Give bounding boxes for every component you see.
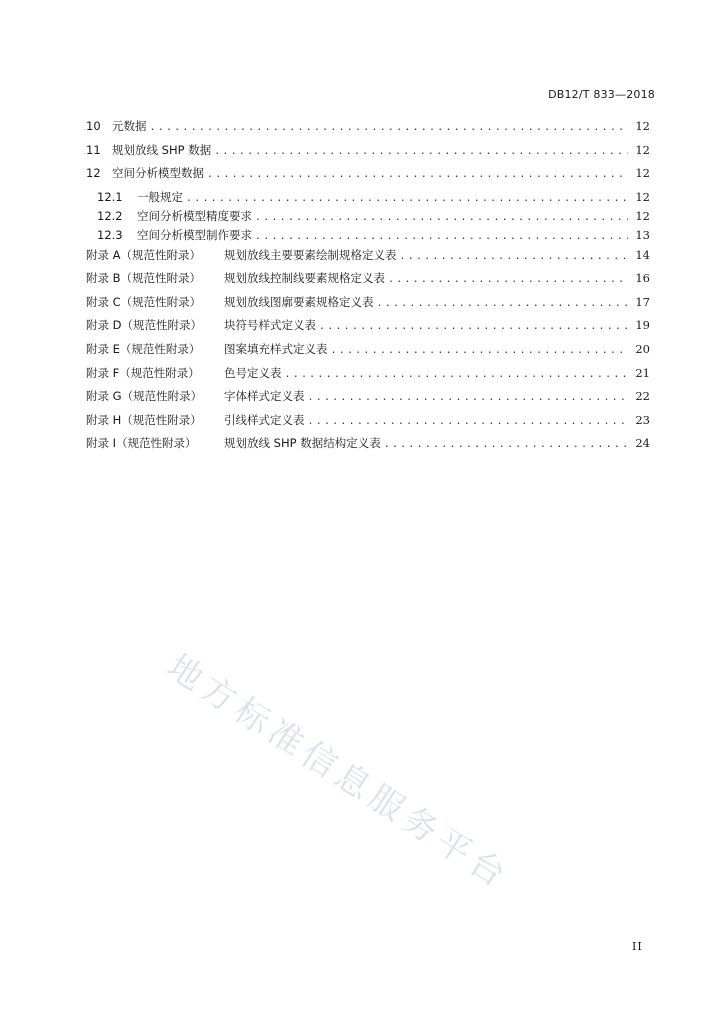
- toc-appendix-entry[interactable]: [86, 245, 650, 269]
- toc-appendix-entry[interactable]: [86, 292, 650, 316]
- toc-dot-leader: [400, 247, 629, 267]
- toc-entry-page: 16: [635, 271, 650, 286]
- toc-entry-title[interactable]: 元数据: [112, 119, 147, 133]
- toc-dot-leader: [377, 294, 629, 314]
- toc-appendix-label: 附录 A（规范性附录）: [86, 247, 202, 262]
- toc-appendix-entry[interactable]: [86, 433, 650, 457]
- toc-entry-page: 12: [635, 142, 650, 157]
- toc-entry-title[interactable]: 色号定义表: [224, 365, 282, 380]
- toc-entry-page: 23: [635, 412, 650, 427]
- toc-appendix-entry[interactable]: [86, 410, 650, 434]
- toc-entry-page: 24: [635, 436, 650, 451]
- toc-entry-title[interactable]: 空间分析模型制作要求: [137, 228, 252, 243]
- toc-entry-title[interactable]: 字体样式定义表: [224, 389, 305, 404]
- toc-entry-title[interactable]: 规划放线控制线要素规格定义表: [224, 271, 385, 286]
- toc-dot-leader: [308, 412, 629, 432]
- toc-appendix-label: 附录 G（规范性附录）: [86, 389, 203, 404]
- toc-entry-number: 12.2: [97, 209, 123, 224]
- toc-dot-leader: [186, 189, 628, 209]
- toc-entry-title[interactable]: 块符号样式定义表: [224, 318, 316, 333]
- toc-appendix-entry[interactable]: [86, 386, 650, 410]
- toc-entry-title[interactable]: 空间分析模型数据: [112, 166, 204, 181]
- toc-entry-page: 12: [635, 166, 650, 181]
- toc-entry-page: 19: [635, 318, 650, 333]
- toc-appendix-label: 附录 D（规范性附录）: [86, 318, 203, 333]
- toc-dot-leader: [388, 270, 628, 290]
- toc-appendix-entry[interactable]: [86, 339, 650, 363]
- header-rule: [85, 106, 655, 107]
- toc-entry-number: 12.3: [97, 228, 123, 243]
- toc-entry[interactable]: [86, 163, 650, 187]
- toc-entry-number: 11: [86, 142, 101, 157]
- watermark: 地方标准信息服务平台: [159, 646, 518, 899]
- toc-entry-page: 17: [635, 294, 650, 309]
- toc-entry-title[interactable]: 引线样式定义表: [224, 412, 305, 427]
- toc-appendix-entry[interactable]: [86, 268, 650, 292]
- toc-subentry[interactable]: [86, 225, 650, 244]
- toc-appendix-entry[interactable]: [86, 315, 650, 339]
- toc-subentry[interactable]: [86, 187, 650, 206]
- toc-entry-page: 21: [635, 365, 650, 380]
- toc-entry[interactable]: [86, 116, 650, 140]
- document-code: DB12/T 833—2018: [548, 88, 655, 101]
- table-of-contents: [86, 116, 650, 457]
- toc-entry-number: 12: [86, 166, 101, 181]
- toc-appendix-label: 附录 E（规范性附录）: [86, 342, 201, 357]
- toc-dot-leader: [308, 388, 629, 408]
- toc-entry-page: 14: [635, 247, 650, 262]
- toc-dot-leader: [331, 341, 629, 361]
- toc-entry-number: 12.1: [97, 189, 123, 204]
- toc-entry-page: 22: [635, 389, 650, 404]
- toc-entry-page: 12: [635, 189, 650, 204]
- toc-appendix-label: 附录 C（规范性附录）: [86, 294, 202, 309]
- toc-dot-leader: [319, 317, 628, 337]
- toc-entry-number: 10: [86, 119, 101, 133]
- toc-subentry[interactable]: [86, 206, 650, 225]
- toc-dot-leader: [285, 365, 629, 385]
- toc-entry-title[interactable]: 规划放线主要要素绘制规格定义表: [224, 247, 397, 262]
- toc-entry-page: 12: [635, 119, 650, 133]
- toc-entry-page: 13: [635, 228, 650, 243]
- toc-entry-title[interactable]: 规划放线图廓要素规格定义表: [224, 294, 374, 309]
- toc-appendix-label: 附录 B（规范性附录）: [86, 271, 202, 286]
- toc-appendix-label: 附录 H（规范性附录）: [86, 412, 202, 427]
- toc-entry-title[interactable]: 规划放线 SHP 数据: [112, 142, 212, 157]
- toc-entry-title[interactable]: 一般规定: [137, 189, 183, 204]
- toc-appendix-label: 附录 F（规范性附录）: [86, 365, 200, 380]
- page-number: II: [632, 940, 643, 953]
- toc-entry-title[interactable]: 空间分析模型精度要求: [137, 209, 252, 224]
- toc-dot-leader: [207, 165, 628, 185]
- toc-dot-leader: [150, 118, 629, 138]
- toc-appendix-entry[interactable]: [86, 363, 650, 387]
- toc-entry[interactable]: [86, 140, 650, 164]
- toc-entry-page: 20: [635, 342, 650, 357]
- toc-dot-leader: [384, 435, 628, 455]
- toc-entry-page: 12: [635, 209, 650, 224]
- toc-entry-title[interactable]: 图案填充样式定义表: [224, 342, 328, 357]
- toc-dot-leader: [255, 208, 628, 228]
- toc-appendix-label: 附录 I（规范性附录）: [86, 436, 197, 451]
- toc-entry-title[interactable]: 规划放线 SHP 数据结构定义表: [224, 436, 381, 451]
- toc-dot-leader: [214, 142, 628, 162]
